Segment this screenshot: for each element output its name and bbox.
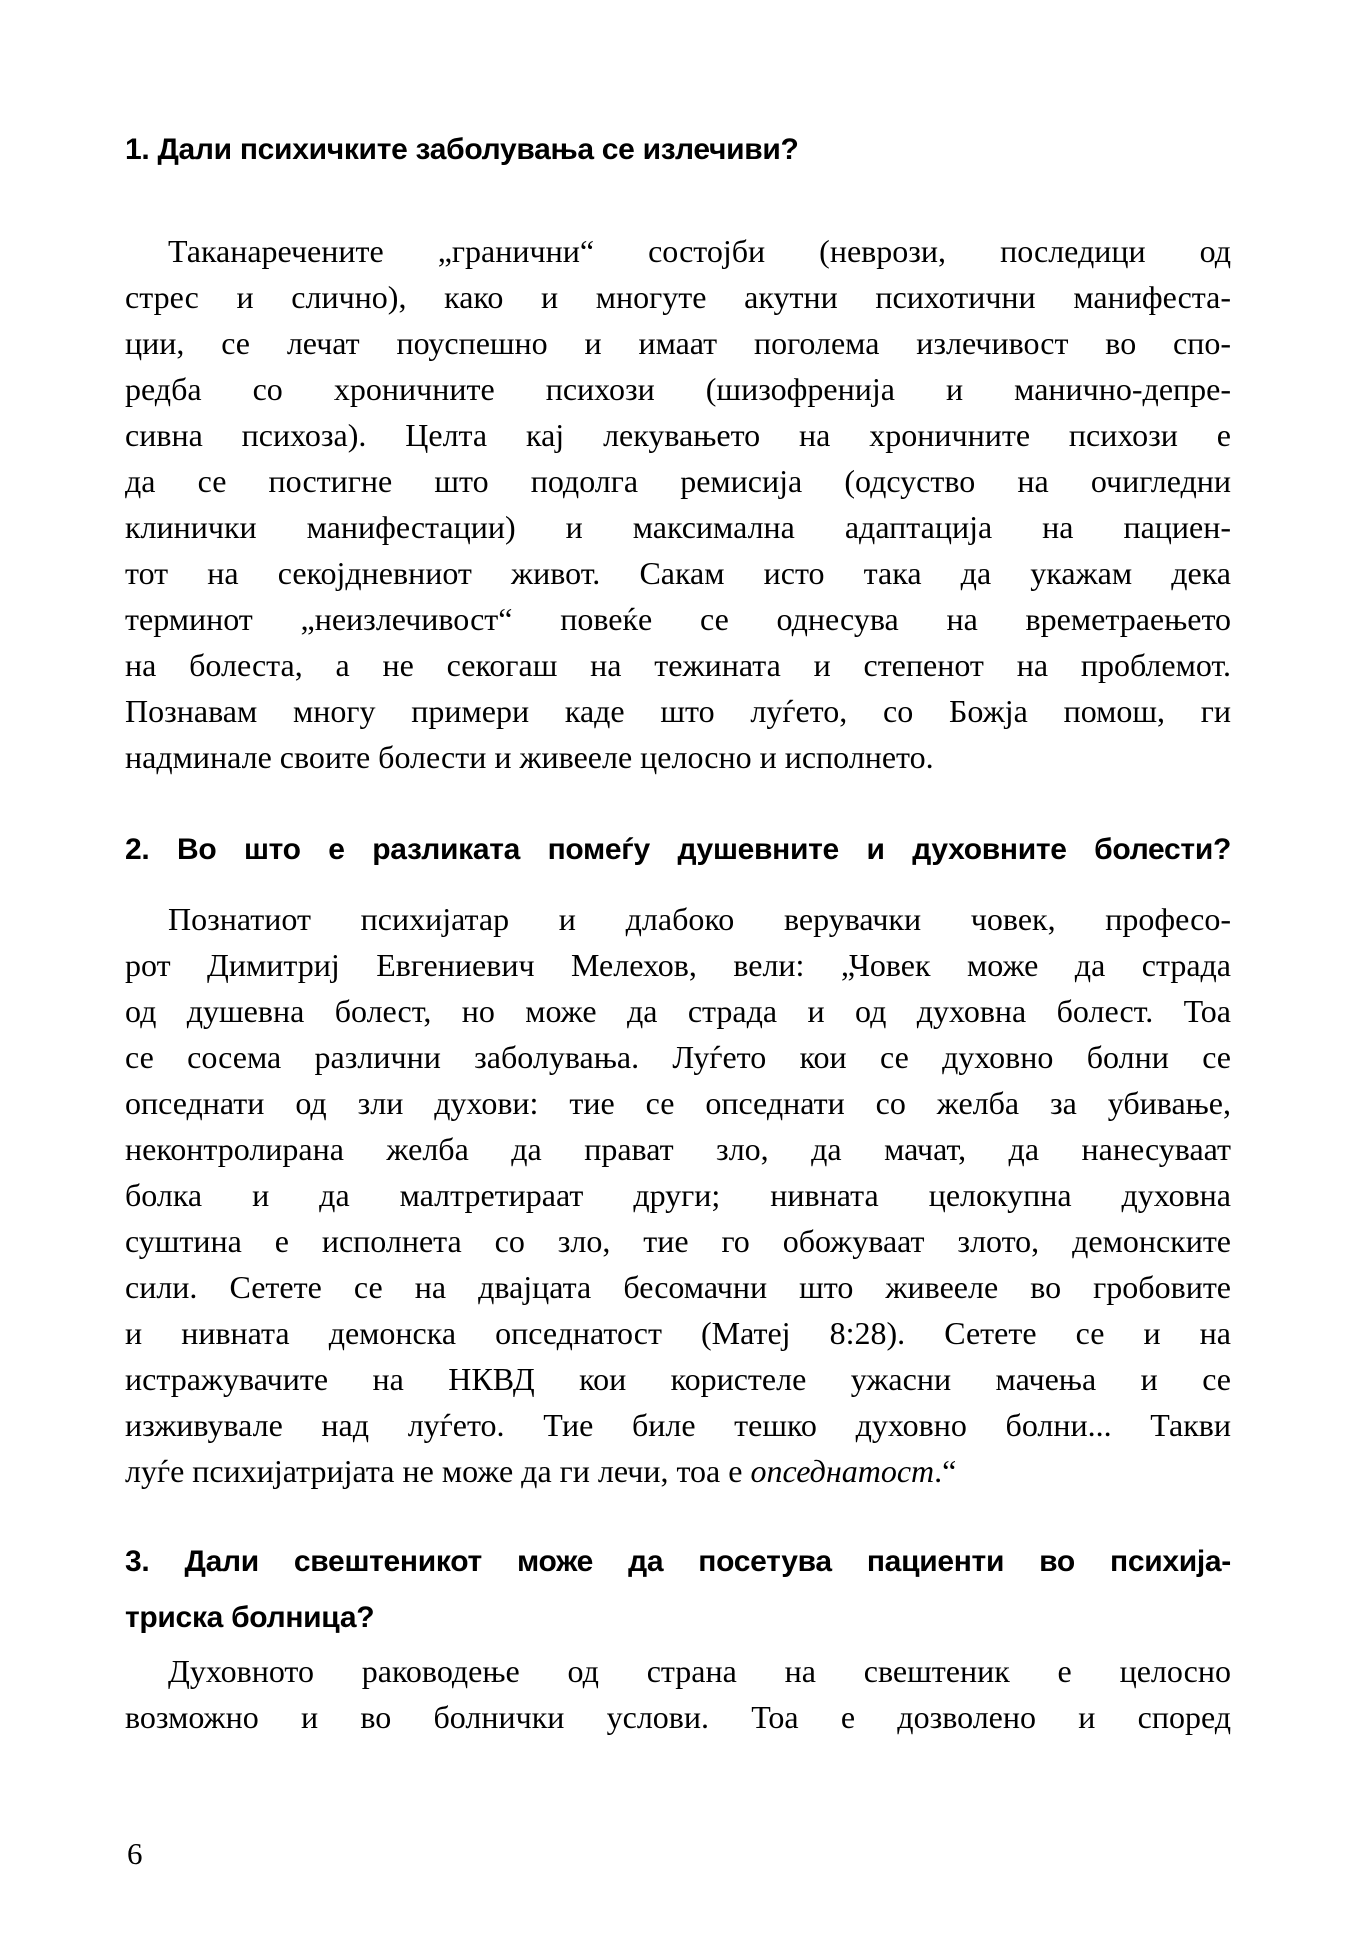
text-line bbox=[125, 988, 1231, 1034]
text-segment: надминале своите болести и живееле целосно и исполнето. bbox=[125, 739, 934, 775]
text-segment: клинички манифестации) и максимална адаптација на пациен- bbox=[125, 509, 1231, 545]
text-line bbox=[125, 942, 1231, 988]
text-line bbox=[125, 1590, 1231, 1646]
section-1-paragraph bbox=[125, 228, 1231, 780]
text-segment: ции, се лечат поуспешно и имаат поголема излечивост во спо- bbox=[125, 325, 1231, 361]
text-segment: опседнати од зли духови: тие се опседнати со желба за убивање, bbox=[125, 1085, 1231, 1121]
text-line bbox=[125, 1126, 1231, 1172]
text-segment: болка и да малтретираат други; нивната целокупна духовна bbox=[125, 1177, 1231, 1213]
text-segment: тот на секојдневниот живот. Сакам исто така да укажам дека bbox=[125, 555, 1231, 591]
text-segment: и нивната демонска опседнатост (Матеј 8:28). Сетете се и на bbox=[125, 1315, 1231, 1351]
text-line bbox=[125, 1694, 1231, 1740]
text-segment: редба со хроничните психози (шизофренија и манично-депре- bbox=[125, 371, 1231, 407]
text-segment: триска болница? bbox=[125, 1601, 375, 1634]
section-3-paragraph bbox=[125, 1648, 1231, 1740]
text-segment: истражувачите на НКВД кои користеле ужасни мачења и се bbox=[125, 1361, 1231, 1397]
text-line bbox=[125, 1648, 1231, 1694]
text-segment: стрес и слично), како и многуте акутни психотични манифеста- bbox=[125, 279, 1231, 315]
text-segment: 2. Во што е разликата помеѓу душевните и духовните болести? bbox=[125, 833, 1231, 866]
text-line bbox=[125, 596, 1231, 642]
text-line bbox=[125, 1356, 1231, 1402]
text-segment: терминот „неизлечивост“ повеќе се однесува на времетраењето bbox=[125, 601, 1231, 637]
text-segment: Духовното раководење од страна на свештеник е целосно bbox=[168, 1653, 1231, 1689]
text-line bbox=[125, 1080, 1231, 1126]
text-line bbox=[125, 458, 1231, 504]
page-number: 6 bbox=[127, 1836, 143, 1871]
text-line bbox=[125, 1172, 1231, 1218]
text-line bbox=[125, 1310, 1231, 1356]
text-line bbox=[125, 642, 1231, 688]
text-segment: да се постигне што подолга ремисија (одсуство на очигледни bbox=[125, 463, 1231, 499]
text-line bbox=[125, 320, 1231, 366]
text-segment: од душевна болест, но може да страда и од духовна болест. Тоа bbox=[125, 993, 1231, 1029]
text-line bbox=[125, 1402, 1231, 1448]
text-line bbox=[125, 896, 1231, 942]
text-segment: на болеста, а не секогаш на тежината и степенот на проблемот. bbox=[125, 647, 1231, 683]
text-line bbox=[125, 504, 1231, 550]
text-segment: Таканаречените „гранични“ состојби (неврози, последици од bbox=[168, 233, 1231, 269]
text-segment: луѓе психијатријата не може да ги лечи, тоа е bbox=[125, 1453, 751, 1489]
text-segment: рот Димитриј Евгениевич Мелехов, вели: „Човек може да страда bbox=[125, 947, 1231, 983]
text-segment: .“ bbox=[934, 1453, 957, 1489]
text-segment: 3. Дали свештеникот може да посетува пациенти во психија- bbox=[125, 1545, 1231, 1578]
section-1-heading: 1. Дали психичките заболувања се излечиви? bbox=[125, 133, 799, 166]
text-segment: сили. Сетете се на двајцата бесомачни што живееле во гробовите bbox=[125, 1269, 1231, 1305]
text-line bbox=[125, 734, 1231, 780]
section-3-heading bbox=[125, 1534, 1231, 1646]
section-2-heading bbox=[125, 822, 1231, 878]
text-segment: неконтролирана желба да прават зло, да мачат, да нанесуваат bbox=[125, 1131, 1231, 1167]
text-segment: изживувале над луѓето. Тие биле тешко духовно болни... Такви bbox=[125, 1407, 1231, 1443]
text-segment: сивна психоза). Целта кај лекувањето на хроничните психози е bbox=[125, 417, 1231, 453]
section-2-paragraph bbox=[125, 896, 1231, 1494]
text-line bbox=[125, 1034, 1231, 1080]
text-line bbox=[125, 1448, 1231, 1494]
text-segment: Познатиот психијатар и длабоко верувачки човек, професо- bbox=[168, 901, 1231, 937]
text-line bbox=[125, 1264, 1231, 1310]
text-line bbox=[125, 1218, 1231, 1264]
text-segment: суштина е исполнета со зло, тие го обожуваат злото, демонските bbox=[125, 1223, 1231, 1259]
text-segment: Познавам многу примери каде што луѓето, со Божја помош, ги bbox=[125, 693, 1231, 729]
text-line bbox=[125, 1534, 1231, 1590]
text-line bbox=[125, 412, 1231, 458]
text-segment: возможно и во болнички услови. Тоа е дозволено и според bbox=[125, 1699, 1231, 1735]
emphasized-text: опседнатост bbox=[750, 1453, 935, 1489]
text-segment: се сосема различни заболувања. Луѓето кои се духовно болни се bbox=[125, 1039, 1231, 1075]
text-line bbox=[125, 366, 1231, 412]
text-line bbox=[125, 822, 1231, 878]
text-line bbox=[125, 228, 1231, 274]
text-line bbox=[125, 274, 1231, 320]
text-line bbox=[125, 688, 1231, 734]
text-line bbox=[125, 550, 1231, 596]
